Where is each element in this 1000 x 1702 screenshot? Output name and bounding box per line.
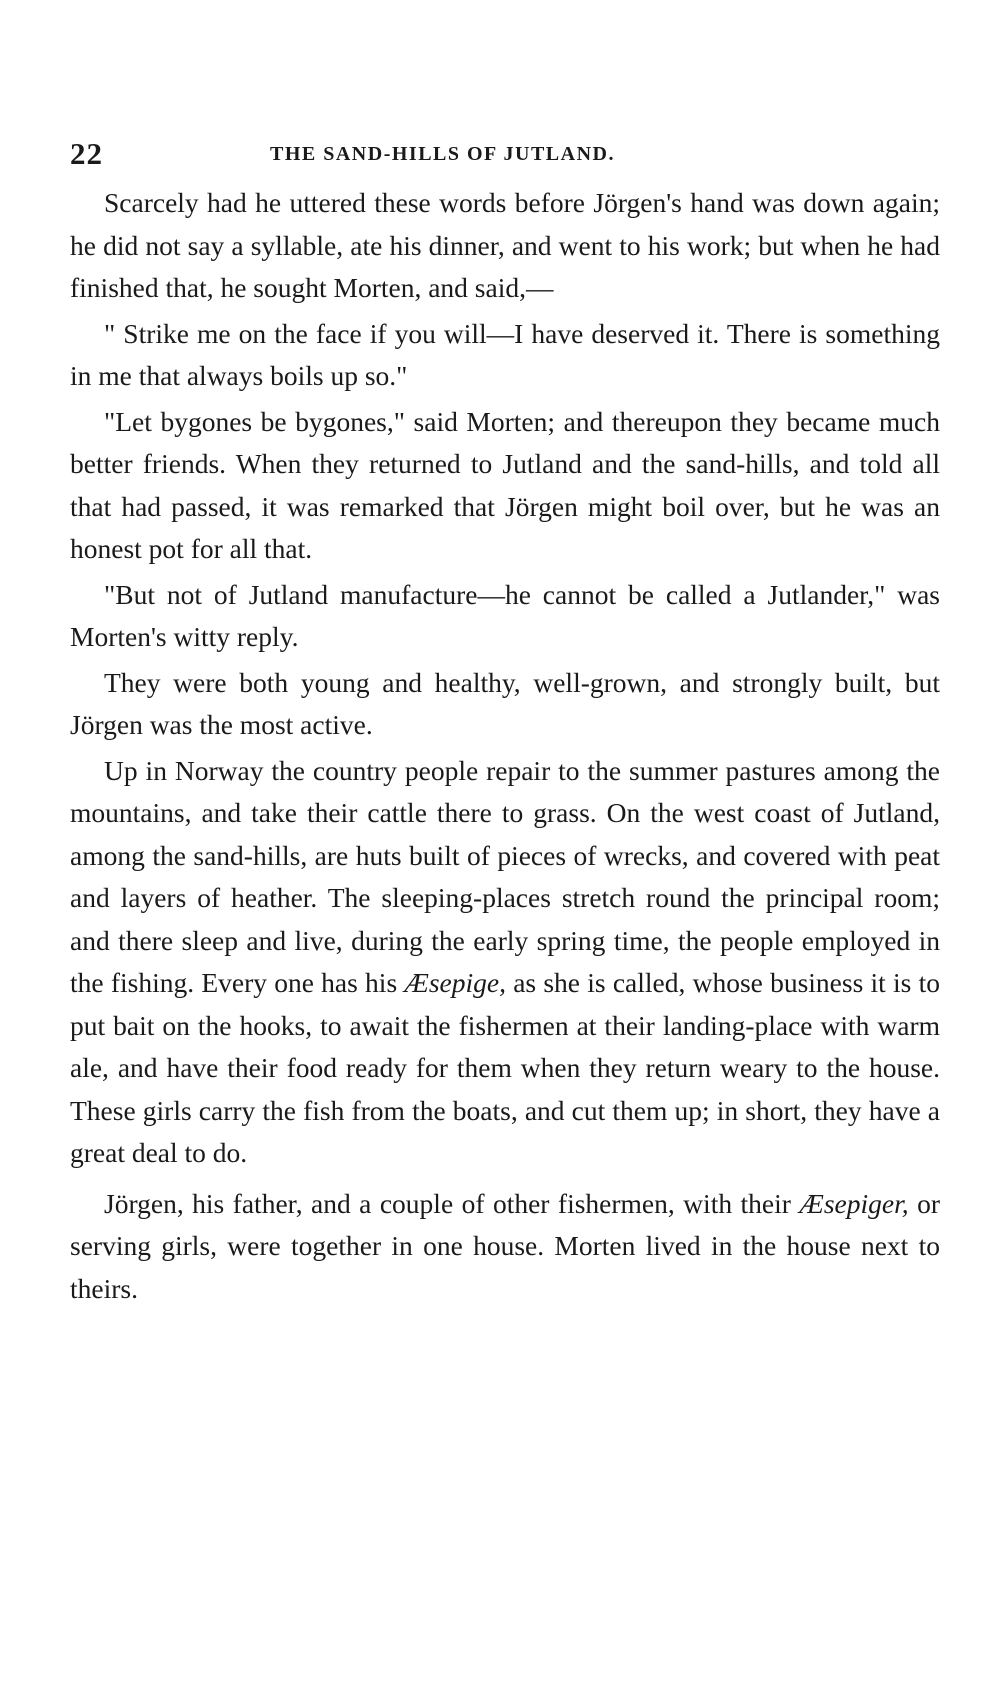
paragraph: " Strike me on the face if you will—I have deserved it. There is something in me that always boils up so." [70, 317, 940, 391]
paragraph [70, 750, 940, 1175]
paragraph-text: as she is called, whose business it is to put bait on the hooks, to await the fishermen at their landing-place with warm ale, and have their food ready for them when they return weary to the house. These girls carry the fish from the boats, and cut them up; in short, they have a great deal to do. [70, 967, 940, 1168]
paragraph: "Let bygones be bygones," said Morten; and thereupon they became much better friends. When they returned to Jutland and the sand-hills, and told all that had passed, it was remarked that Jörgen might boil over, but he was an honest pot for all that. [70, 405, 940, 564]
body-text [70, 182, 940, 1313]
paragraph-text: Jörgen, his father, and a couple of other fishermen, with their [104, 1187, 800, 1219]
italic-term: Æsepiger, [799, 1187, 909, 1219]
paragraph: They were both young and healthy, well-grown, and strongly built, but Jörgen was the most active. [70, 666, 940, 740]
paragraph-text: Up in Norway the country people repair to the summer pastures among the mountains, and take their cattle there to grass. On the west coast of Jutland, among the sand-hills, are huts built of pieces of wrecks, and covered with peat and layers of heather. The sleeping-places stretch round the principal room; and there sleep and live, during the early spring time, the people employed in the fishing. Every one has his [70, 754, 940, 998]
paragraph: "But not of Jutland manufacture—he cannot be called a Jutlander," was Morten's witty reply. [70, 578, 940, 652]
paragraph [70, 1183, 940, 1311]
italic-term: Æsepige, [404, 967, 506, 998]
running-head: THE SAND-HILLS OF JUTLAND. [270, 143, 615, 165]
paragraph-text: or serving girls, were together in one house. Morten lived in the house next to theirs. [70, 1187, 940, 1304]
page-number: 22 [70, 136, 103, 171]
paragraph: Scarcely had he uttered these words before Jörgen's hand was down again; he did not say a syllable, ate his dinner, and went to his work; but when he had finished that, he sought Morten, and said,— [70, 187, 940, 303]
page-header [70, 136, 940, 176]
